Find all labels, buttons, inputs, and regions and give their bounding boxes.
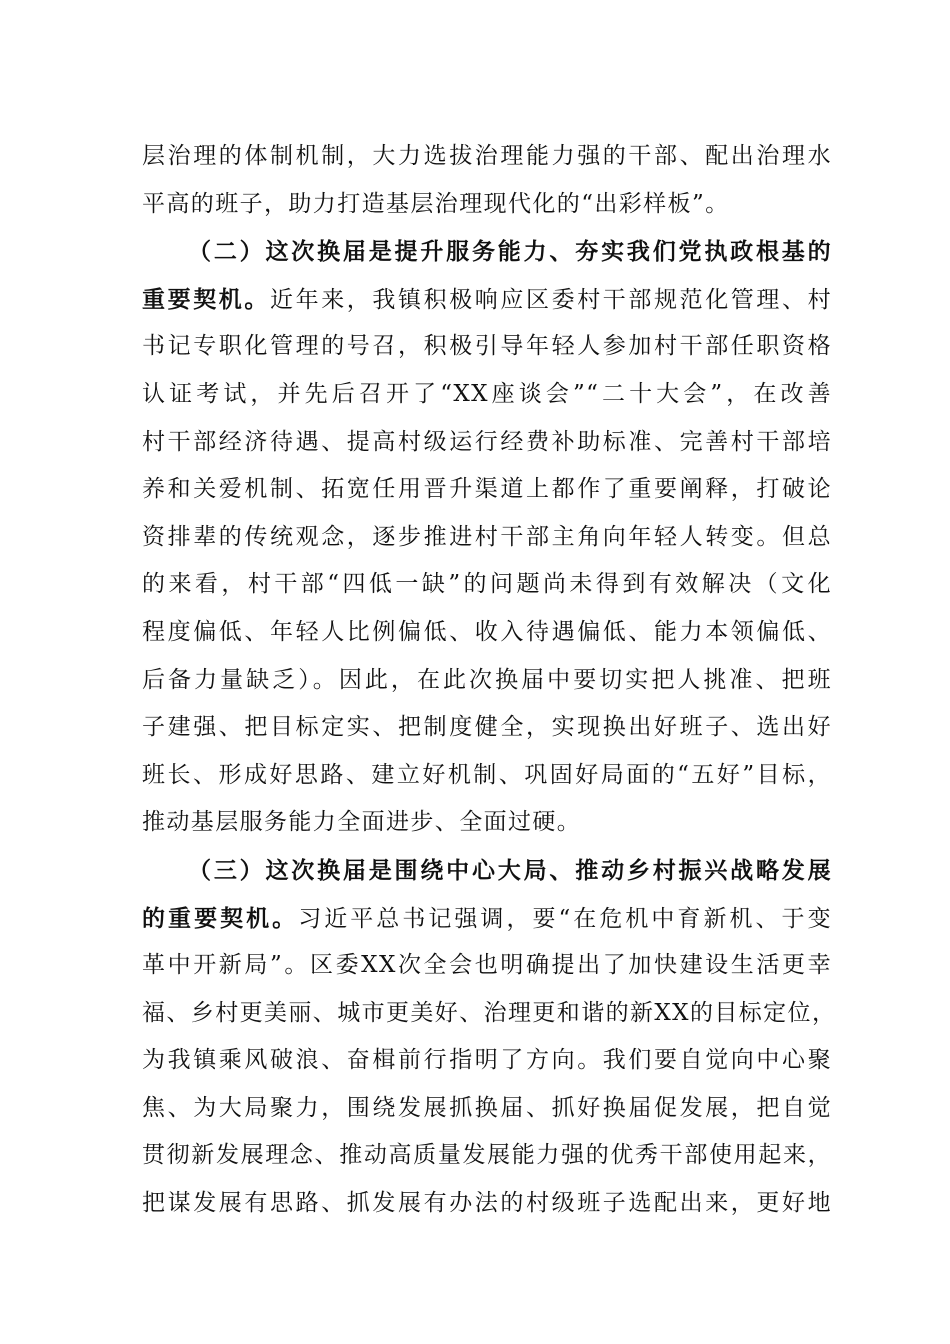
text-line [142, 704, 832, 752]
body-text-segment: 养和关爱机制、拓宽任用晋升渠道上都作了重要阐释，打破论 [142, 476, 832, 503]
text-line [142, 990, 837, 1038]
body-text-segment: 村干部经济待遇、提高村级运行经费补助标准、完善村干部培 [142, 428, 832, 455]
text-line [142, 419, 832, 467]
bold-heading-text: （三）这次换届是围绕中心大局、推动乡村振兴战略发展 [188, 856, 832, 884]
text-line [142, 752, 832, 800]
text-line [142, 1037, 832, 1085]
text-line [142, 276, 832, 324]
text-line [142, 181, 832, 229]
text-line [142, 561, 832, 609]
body-text-segment: 习近平总书记强调，要“在危机中育新机、于变 [298, 905, 832, 932]
text-line [142, 847, 832, 895]
body-text-segment: 后备力量缺乏）。因此，在此次换届中要切实把人挑准、把班 [142, 666, 832, 693]
text-line [142, 657, 832, 705]
bold-heading-text: 重要契机。 [142, 285, 270, 313]
bold-heading-text: （二）这次换届是提升服务能力、夯实我们党执政根基的 [188, 238, 832, 266]
text-line [142, 895, 832, 943]
body-text-segment: 层治理的体制机制，大力选拔治理能力强的干部、配出治理水 [142, 143, 832, 169]
text-line [142, 609, 832, 657]
body-text-segment: 书记专职化管理的号召，积极引导年轻人参加村干部任职资格 [142, 333, 832, 360]
body-text-segment: 福、乡村更美丽、城市更美好、治理更和谐的新XX的目标定位， [142, 999, 837, 1026]
bold-heading-text: 的重要契机。 [142, 904, 299, 932]
text-line [142, 1132, 832, 1180]
body-text-segment: 推动基层服务能力全面进步、全面过硬。 [142, 809, 582, 836]
body-text-segment: 革中开新局”。区委XX次全会也明确提出了加快建设生活更幸 [142, 952, 832, 979]
text-line [142, 799, 832, 847]
body-text-segment: 焦、为大局聚力，围绕发展抓换届、抓好换届促发展，把自觉 [142, 1094, 832, 1121]
body-text-segment: 资排辈的传统观念，逐步推进村干部主角向年轻人转变。但总 [142, 523, 832, 550]
text-line [142, 514, 832, 562]
text-line [142, 228, 832, 276]
body-text-segment: 程度偏低、年轻人比例偏低、收入待遇偏低、能力本领偏低、 [142, 618, 832, 645]
text-line [142, 323, 832, 371]
body-text-segment: 平高的班子，助力打造基层治理现代化的“出彩样板”。 [142, 190, 730, 217]
body-text-segment: 认证考试，并先后召开了“XX座谈会”“二十大会”，在改善 [142, 380, 832, 407]
text-line [142, 133, 832, 181]
body-text-segment: 把谋发展有思路、抓发展有办法的村级班子选配出来，更好地 [142, 1190, 832, 1217]
text-line [142, 1085, 832, 1133]
text-line [142, 1180, 832, 1228]
text-line [142, 942, 832, 990]
body-text-segment: 班长、形成好思路、建立好机制、巩固好局面的“五好”目标， [142, 761, 832, 788]
body-text-segment: 的来看，村干部“四低一缺”的问题尚未得到有效解决（文化 [142, 571, 832, 598]
text-line [142, 466, 832, 514]
body-text [142, 133, 837, 1228]
body-text-segment: 为我镇乘风破浪、奋楫前行指明了方向。我们要自觉向中心聚 [142, 1047, 832, 1074]
body-text-segment: 近年来，我镇积极响应区委村干部规范化管理、村 [270, 286, 832, 313]
body-text-segment: 贯彻新发展理念、推动高质量发展能力强的优秀干部使用起来， [142, 1142, 832, 1169]
body-text-segment: 子建强、把目标定实、把制度健全，实现换出好班子、选出好 [142, 714, 832, 741]
text-line [142, 371, 832, 419]
